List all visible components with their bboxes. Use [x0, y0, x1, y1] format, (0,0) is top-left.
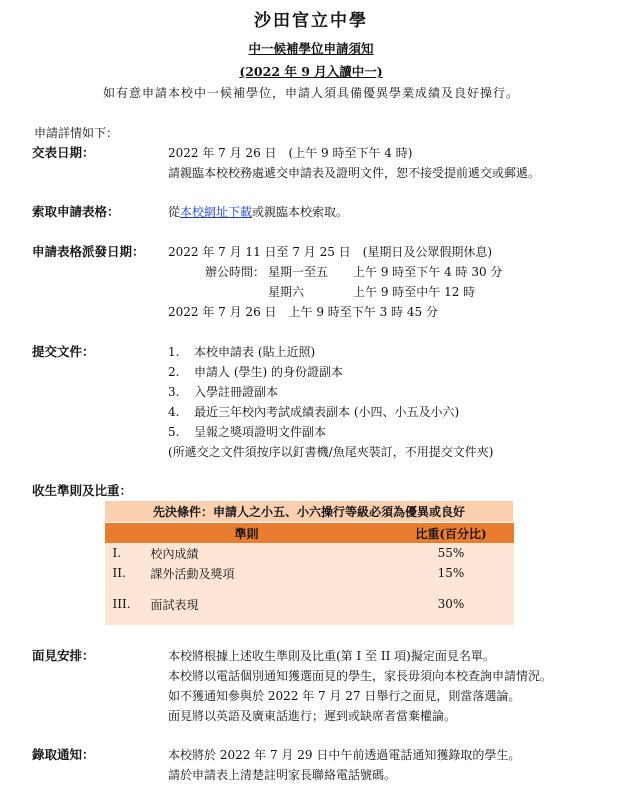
notice-subtitle: (2022 年 9 月入讀中一) [239, 64, 383, 79]
document-item-num: 2. [168, 365, 180, 379]
details-heading: 申請詳情如下： [34, 126, 119, 140]
row-criteria: 校內成績 [143, 543, 389, 563]
distribution-dates: 2022 年 7 月 11 日至 7 月 25 日 (星期日及公眾假期休息) [168, 245, 493, 259]
saturday-label: 星期六 [268, 285, 305, 299]
col-criteria: 準則 [105, 523, 389, 544]
document-item-num: 5. [168, 425, 180, 439]
weekday-hours: 上午 9 時至下午 4 時 30 分 [353, 265, 503, 279]
interview-line: 本校將以電話個別通知獲選面見的學生，家長毋須向本校查詢申請情況。 [168, 669, 553, 683]
interview-label: 面見安排： [32, 648, 95, 663]
office-hours-label: 辦公時間： [205, 265, 266, 279]
table-row [105, 583, 514, 625]
row-criteria: 課外活動及獎項 [143, 563, 389, 583]
interview-line: 本校將根據上述收生準則及比重(第 I 至 II 項)擬定面見名單。 [168, 649, 495, 663]
table-row [105, 563, 514, 583]
document-item: 呈報之獎項證明文件副本 [194, 425, 327, 439]
submission-date: 2022 年 7 月 26 日 (上午 9 時至下午 4 時) [168, 146, 413, 160]
document-item-num: 4. [168, 405, 180, 419]
notice-title: 中一候補學位申請須知 [248, 41, 374, 56]
admission-label: 錄取通知： [32, 747, 95, 762]
row-number: I. [105, 543, 143, 563]
forms-prefix: 從 [168, 205, 181, 219]
distribution-last-day: 2022 年 7 月 26 日 上午 9 時至下午 3 時 45 分 [168, 305, 438, 319]
table-row [105, 543, 514, 563]
interview-line: 如不獲通知參與於 2022 年 7 月 27 日舉行之面見，則當落選論。 [168, 689, 521, 703]
row-weight: 55% [389, 543, 514, 563]
intro-text: 如有意申請本校中一候補學位，申請人須具備優異學業成績及良好操行。 [102, 86, 519, 100]
download-link[interactable]: 本校網址下載 [180, 205, 253, 219]
document-item-num: 3. [168, 385, 180, 399]
documents-note: (所遞交之文件須按序以釘書機/魚尾夾裝訂，不用提交文件夾) [168, 445, 494, 459]
document-item: 本校申請表 (貼上近照) [194, 345, 316, 359]
forms-text [168, 206, 348, 218]
criteria-label: 收生準則及比重： [32, 483, 133, 498]
col-weight: 比重(百分比) [389, 523, 514, 544]
saturday-hours: 上午 9 時至中午 12 時 [353, 285, 476, 299]
criteria-table [104, 500, 514, 625]
row-criteria: 面試表現 [143, 583, 389, 625]
prerequisite-row [105, 501, 514, 523]
interview-line: 面見將以英語及廣東話進行；遲到或缺席者當棄權論。 [168, 709, 457, 723]
document-item-num: 1. [168, 345, 180, 359]
documents-label: 提交文件： [32, 344, 95, 359]
document-item: 最近三年校內考試成績表副本 (小四、小五及小六) [194, 405, 460, 419]
row-number: II. [105, 563, 143, 583]
admission-line: 請於申請表上清楚註明家長聯絡電話號碼。 [168, 768, 397, 782]
table-header-row [105, 523, 514, 544]
submission-note: 請親臨本校校務處遞交申請表及證明文件，恕不接受提前遞交或郵遞。 [168, 166, 541, 180]
admission-line: 本校將於 2022 年 7 月 29 日中午前透過電話通知獲錄取的學生。 [168, 748, 521, 762]
school-name: 沙田官立中學 [254, 11, 368, 31]
row-weight: 15% [389, 563, 514, 583]
document-item: 入學註冊證副本 [194, 385, 279, 399]
document-item: 申請人 (學生) 的身份證副本 [194, 365, 343, 379]
row-number: III. [105, 583, 143, 625]
weekday-label: 星期一至五 [268, 265, 329, 279]
forms-label: 索取申請表格： [32, 204, 120, 219]
forms-suffix: 或親臨本校索取。 [252, 205, 349, 219]
prerequisite-text: 先決條件：申請人之小五、小六操行等級必須為優異或良好 [105, 501, 514, 523]
distribution-label: 申請表格派發日期： [32, 244, 145, 259]
row-weight: 30% [389, 583, 514, 625]
submission-label: 交表日期： [32, 145, 95, 160]
